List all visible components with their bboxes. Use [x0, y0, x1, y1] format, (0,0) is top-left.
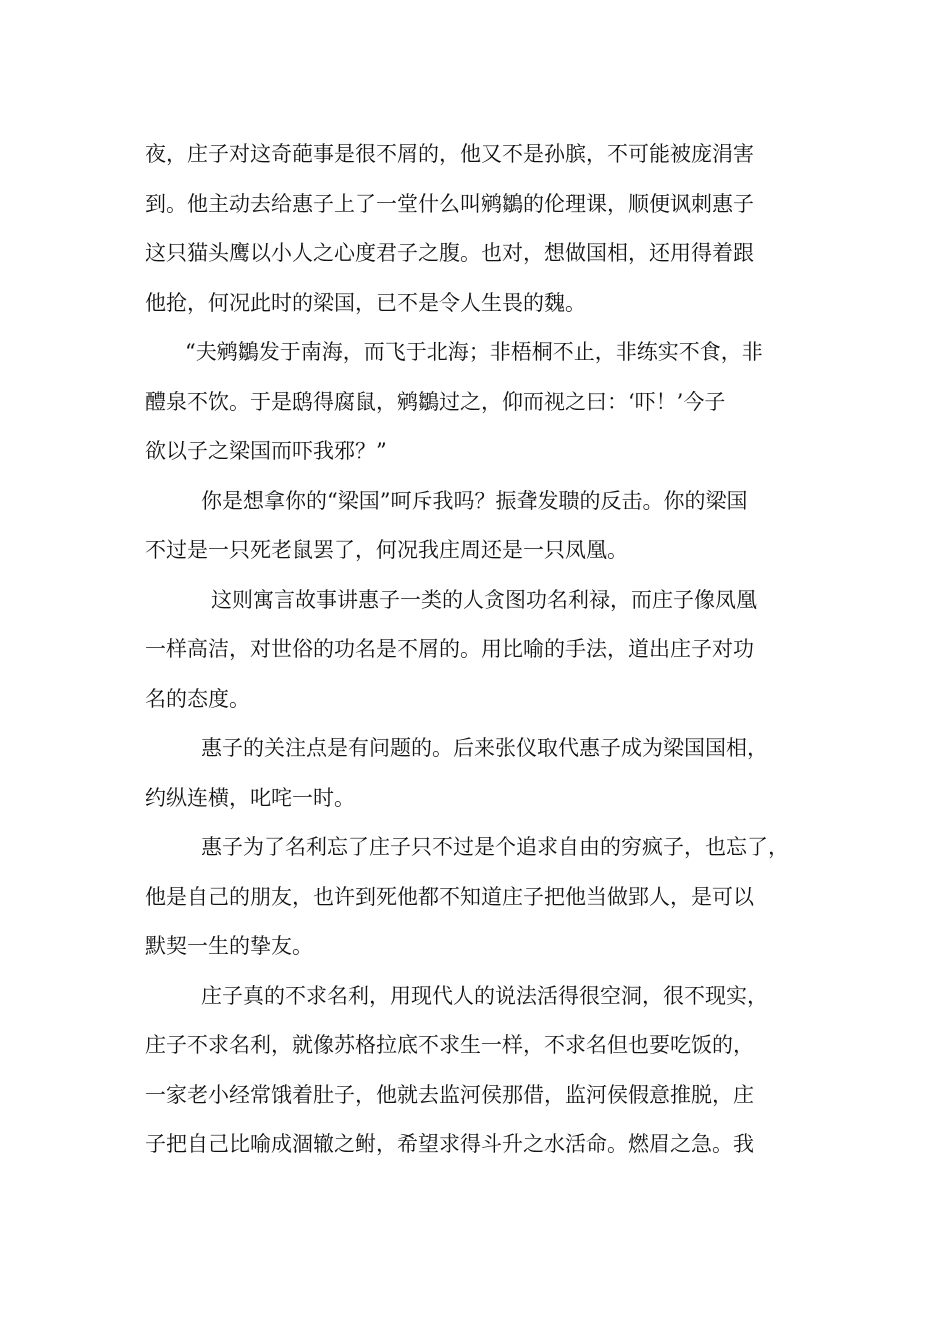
text-line: 约纵连横，叱咤一时。 [145, 785, 355, 810]
text-line: 夜，庄子对这奇葩事是很不屑的，他又不是孙膑，不可能被庞涓害 [145, 142, 754, 166]
text-line: 庄子不求名利，就像苏格拉底不求生一样，不求名但也要吃饭的， [145, 1033, 754, 1057]
text-line: 名的态度。 [145, 686, 250, 711]
text-line: 到。他主动去给惠子上了一堂什么叫鹓鶵的伦理课，顺便讽刺惠子 [145, 191, 754, 216]
text-line: 你是想拿你的“梁国”呵斥我吗？振聋发聩的反击。你的梁国 [201, 488, 748, 513]
document-body [145, 130, 825, 1170]
text-line: 庄子真的不求名利，用现代人的说法活得很空洞，很不现实， [201, 983, 768, 1008]
text-line: 他抢，何况此时的梁国，已不是令人生畏的魏。 [145, 290, 586, 315]
text-line: 他是自己的朋友，也许到死他都不知道庄子把他当做郢人，是可以 [145, 884, 754, 909]
text-line: 不过是一只死老鼠罢了，何况我庄周还是一只凤凰。 [145, 538, 628, 562]
text-line: 一家老小经常饿着肚子，他就去监河侯那借，监河侯假意推脱，庄 [145, 1082, 754, 1107]
text-line: 醴泉不饮。于是鸱得腐鼠，鹓鶵过之，仰而视之曰：‘吓！’今子 [145, 389, 726, 414]
text-line: 默契一生的挚友。 [145, 934, 313, 958]
text-line: 欲以子之梁国而吓我邪？” [145, 439, 387, 463]
text-line: “夫鹓鶵发于南海，而飞于北海；非梧桐不止，非练实不食，非 [185, 340, 763, 364]
text-line: 惠子为了名利忘了庄子只不过是个追求自由的穷疯子，也忘了， [201, 835, 789, 859]
text-line: 这则寓言故事讲惠子一类的人贪图功名利禄，而庄子像凤凰 [211, 587, 757, 612]
text-line: 子把自己比喻成涸辙之鲋，希望求得斗升之水活命。燃眉之急。我 [145, 1132, 754, 1156]
text-line: 惠子的关注点是有问题的。后来张仪取代惠子成为梁国国相， [201, 736, 768, 760]
text-line: 一样高洁，对世俗的功名是不屑的。用比喻的手法，道出庄子对功 [145, 637, 754, 661]
text-line: 这只猫头鹰以小人之心度君子之腹。也对，想做国相，还用得着跟 [145, 241, 754, 265]
